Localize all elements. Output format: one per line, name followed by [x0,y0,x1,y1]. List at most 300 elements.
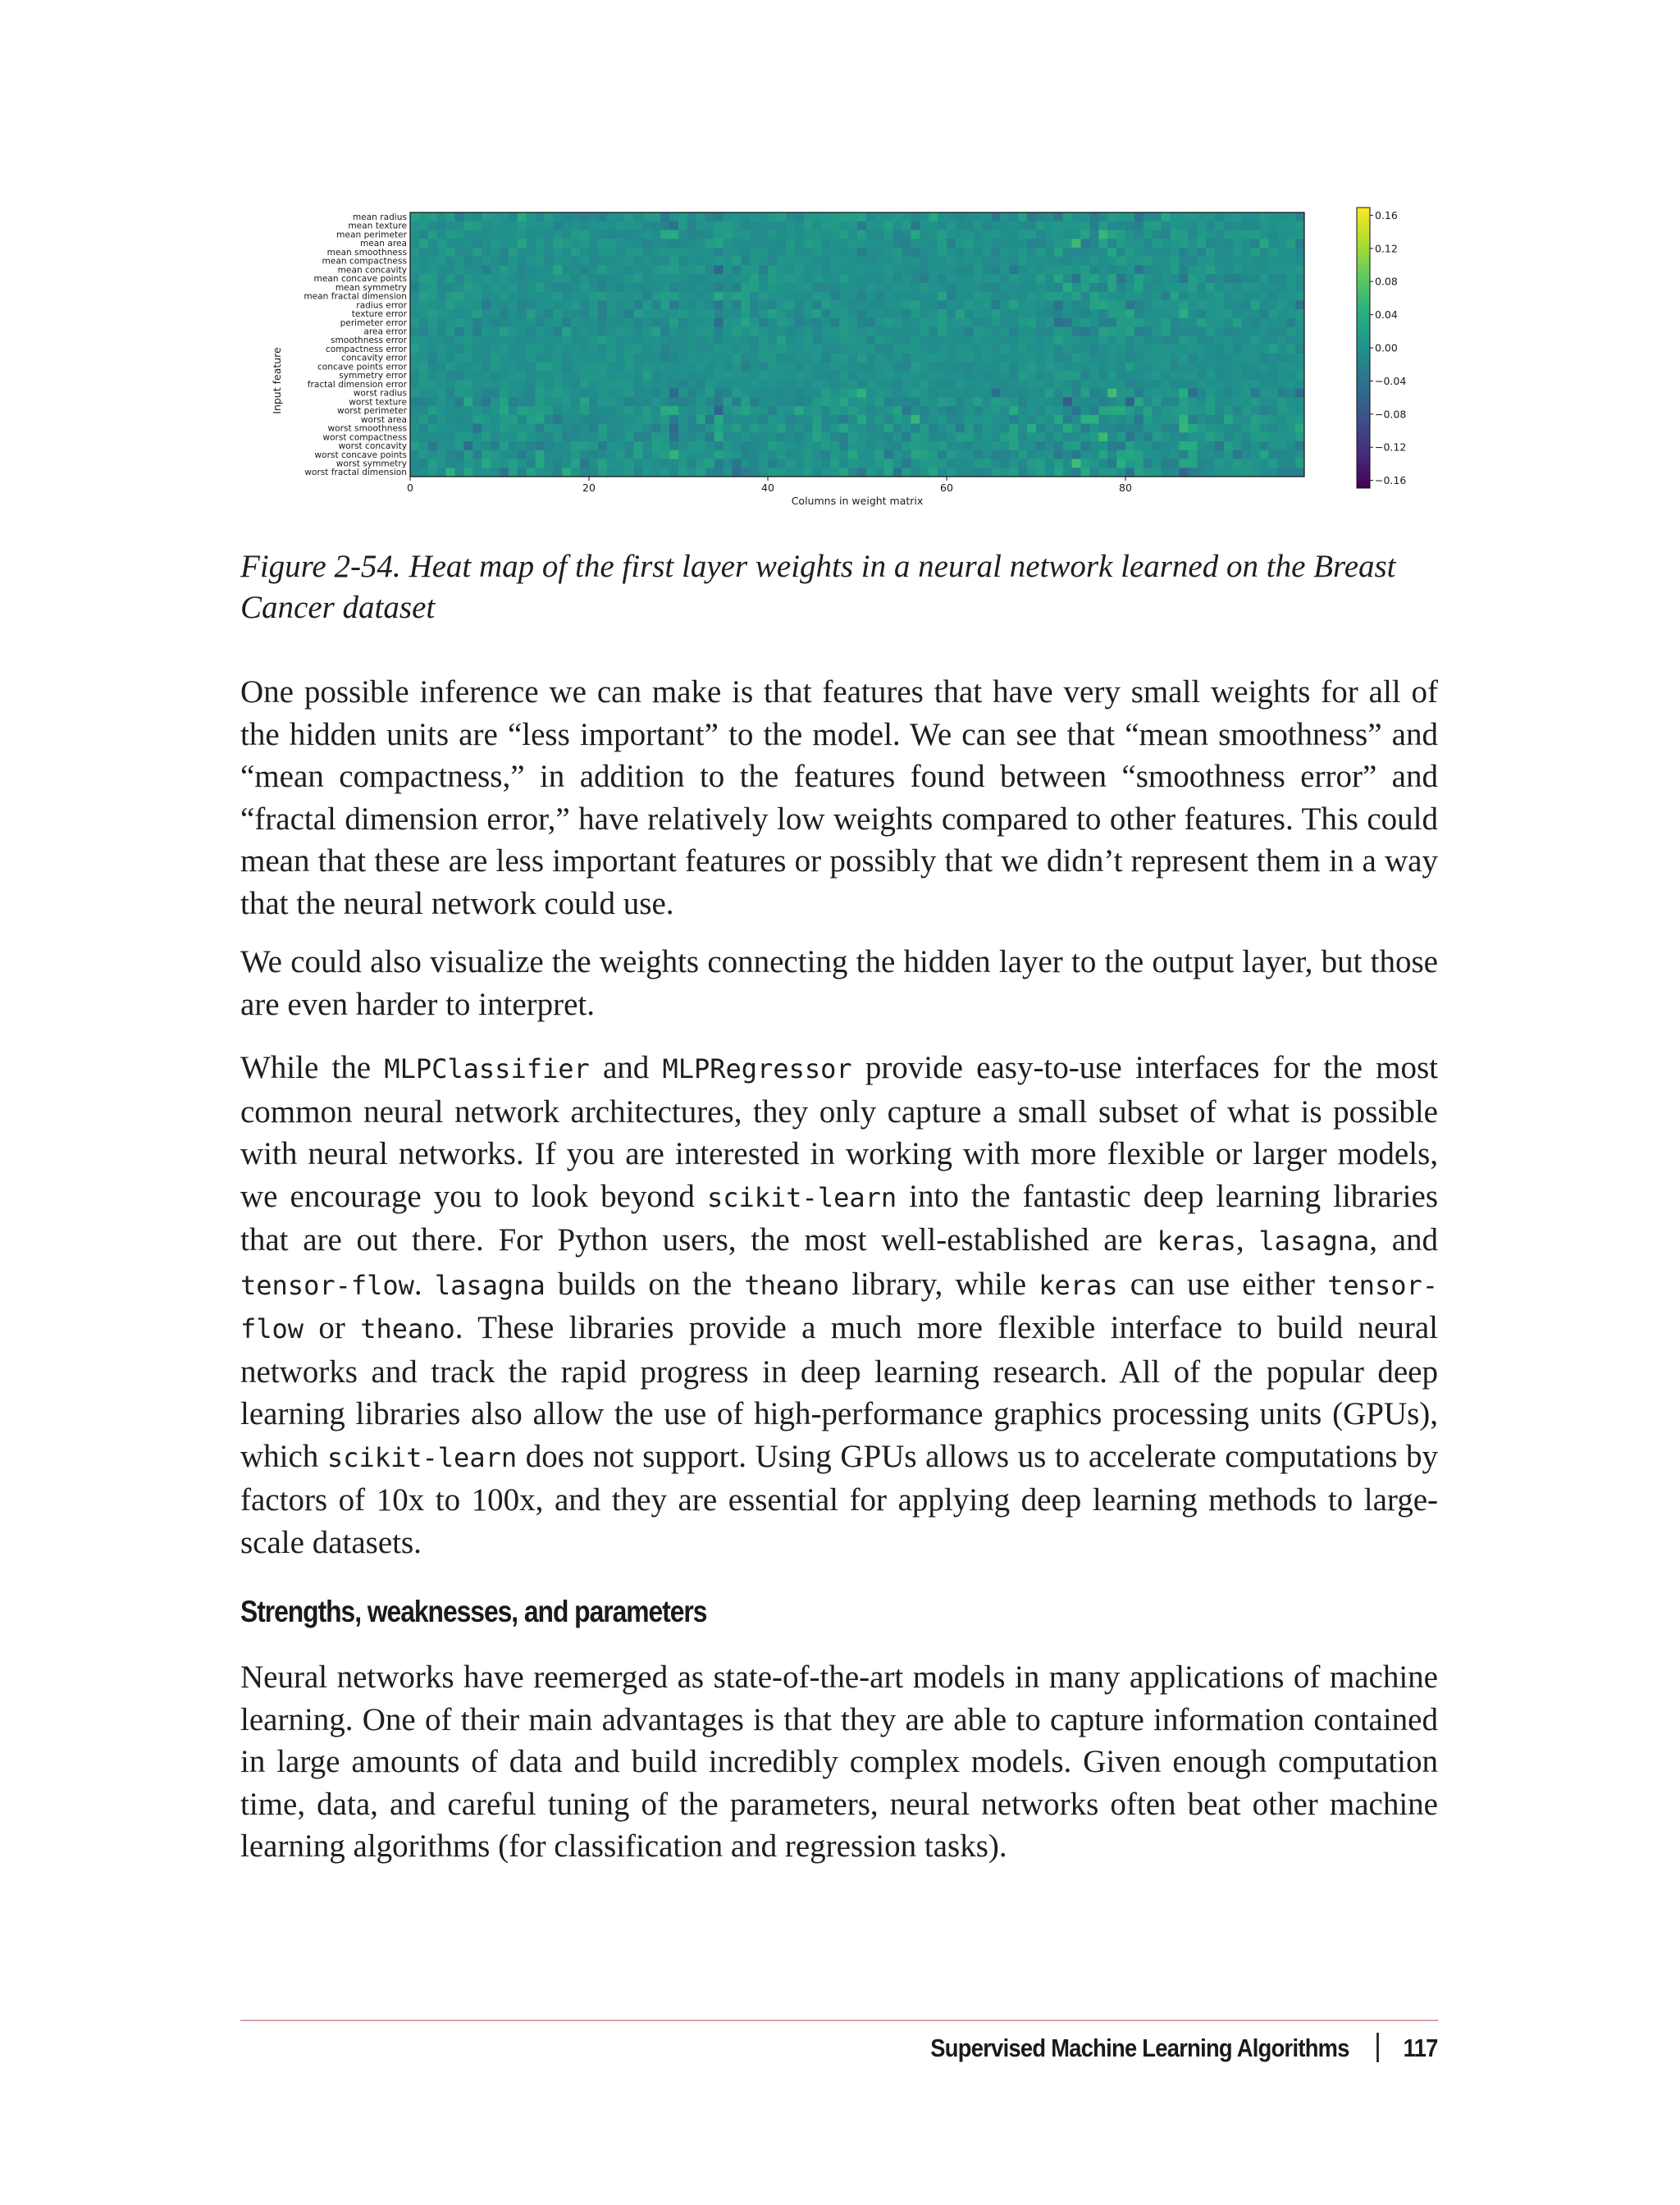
heatmap-cell [1063,450,1072,459]
heatmap-cell [553,221,562,231]
heatmap-cell [696,415,705,424]
heatmap-cell [1125,336,1134,345]
heatmap-cell [1063,389,1072,398]
heatmap-cell [741,248,750,257]
heatmap-cell [625,257,634,266]
heatmap-cell [1054,265,1063,274]
heatmap-cell [437,336,446,345]
heatmap-cell [768,415,777,424]
heatmap-cell [410,362,419,371]
heatmap-cell [1036,265,1045,274]
heatmap-cell [1009,371,1018,380]
heatmap-cell [1018,362,1027,371]
heatmap-cell [1027,371,1036,380]
heatmap-cell [830,239,839,248]
heatmap-cell [1286,230,1295,239]
heatmap-cells [410,212,1304,477]
heatmap-cell [1153,221,1162,231]
heatmap-cell [536,300,545,309]
heatmap-cell [804,362,813,371]
heatmap-cell [714,309,724,318]
heatmap-cell [759,371,768,380]
heatmap-cell [589,380,598,389]
heatmap-cell [1107,221,1116,231]
heatmap-cell [705,459,714,468]
heatmap-cell [786,212,795,221]
heatmap-cell [598,309,607,318]
heatmap-cell [974,274,983,283]
heatmap-cell [857,441,866,450]
heatmap-cell [1224,345,1233,354]
heatmap-cell [455,221,464,231]
heatmap-cell [947,362,956,371]
heatmap-cell [786,354,795,363]
heatmap-cell [1197,274,1206,283]
heatmap-cell [553,274,562,283]
heatmap-cell [509,345,518,354]
heatmap-cell [491,300,500,309]
heatmap-cell [714,336,724,345]
heatmap-cell [1018,257,1027,266]
heatmap-cell [428,415,437,424]
heatmap-cell [1215,239,1224,248]
heatmap-cell [732,327,741,336]
text-run: , [1235,1222,1259,1258]
heatmap-cell [839,354,848,363]
heatmap-cell [777,248,786,257]
heatmap-cell [553,354,562,363]
heatmap-cell [1072,380,1081,389]
heatmap-cell [410,221,419,231]
heatmap-cell [607,248,616,257]
heatmap-cell [1045,441,1054,450]
heatmap-cell [1286,468,1295,477]
heatmap-cell [545,450,554,459]
heatmap-cell [732,248,741,257]
heatmap-cell [839,318,848,327]
heatmap-cell [1036,432,1045,441]
heatmap-cell [669,239,678,248]
heatmap-cell [500,380,509,389]
heatmap-cell [1268,336,1277,345]
heatmap-cell [813,274,822,283]
heatmap-cell [1081,450,1090,459]
heatmap-cell [455,354,464,363]
heatmap-cell [732,221,741,231]
heatmap-cell [651,257,660,266]
heatmap-cell [857,230,866,239]
heatmap-cell [455,389,464,398]
heatmap-cell [1089,239,1098,248]
heatmap-cell [1089,274,1098,283]
heatmap-cell [777,327,786,336]
heatmap-cell [419,239,428,248]
heatmap-cell [857,415,866,424]
heatmap-cell [1162,300,1171,309]
heatmap-cell [759,459,768,468]
heatmap-cell [830,415,839,424]
heatmap-cell [848,354,857,363]
heatmap-cell [669,415,678,424]
heatmap-cell [482,257,491,266]
heatmap-cell [741,257,750,266]
heatmap-cell [992,283,1001,292]
heatmap-cell [911,345,920,354]
heatmap-cell [804,424,813,433]
heatmap-cell [463,380,472,389]
heatmap-cell [482,318,491,327]
heatmap-cell [956,300,965,309]
heatmap-cell [848,274,857,283]
heatmap-cell [678,441,687,450]
heatmap-cell [616,389,625,398]
code-theano: theano [360,1313,455,1344]
heatmap-cell [472,292,482,301]
heatmap-cell [1116,415,1125,424]
heatmap-cell [580,318,589,327]
heatmap-cell [938,292,947,301]
heatmap-cell [839,292,848,301]
heatmap-cell [696,389,705,398]
heatmap-cell [1000,257,1009,266]
heatmap-cell [795,450,804,459]
heatmap-cell [428,459,437,468]
heatmap-cell [732,230,741,239]
heatmap-cell [1027,239,1036,248]
heatmap-cell [974,415,983,424]
heatmap-cell [884,354,893,363]
heatmap-cell [1081,354,1090,363]
heatmap-cell [857,318,866,327]
heatmap-cell [678,221,687,231]
heatmap-cell [500,450,509,459]
heatmap-cell [777,371,786,380]
heatmap-cell [598,230,607,239]
heatmap-cell [1251,327,1260,336]
heatmap-cell [491,230,500,239]
heatmap-cell [1089,459,1098,468]
heatmap-cell [875,468,884,477]
heatmap-cell [571,283,580,292]
heatmap-cell [571,468,580,477]
heatmap-cell [750,362,759,371]
heatmap-cell [884,274,893,283]
heatmap-cell [607,300,616,309]
heatmap-cell [634,292,643,301]
heatmap-cell [1054,318,1063,327]
heatmap-cell [714,459,724,468]
heatmap-cell [616,345,625,354]
heatmap-cell [669,327,678,336]
heatmap-cell [1153,345,1162,354]
heatmap-cell [1045,415,1054,424]
heatmap-cell [1251,424,1260,433]
heatmap-cell [527,415,536,424]
heatmap-cell [741,397,750,406]
heatmap-cell [669,424,678,433]
heatmap-cell [437,257,446,266]
heatmap-cell [1171,336,1180,345]
heatmap-cell [750,406,759,415]
heatmap-cell [527,212,536,221]
heatmap-cell [848,459,857,468]
heatmap-cell [428,336,437,345]
heatmap-cell [1188,318,1197,327]
heatmap-cell [1153,212,1162,221]
heatmap-cell [545,336,554,345]
heatmap-cell [777,221,786,231]
heatmap-cell [500,274,509,283]
colorbar-ticks [1370,209,1406,486]
heatmap-cell [1171,397,1180,406]
heatmap-cell [463,354,472,363]
heatmap-cell [455,345,464,354]
heatmap-cell [965,327,974,336]
heatmap-cell [509,424,518,433]
heatmap-cell [589,309,598,318]
heatmap-cell [1242,450,1251,459]
heatmap-cell [759,362,768,371]
heatmap-cell [1072,468,1081,477]
heatmap-cell [741,380,750,389]
heatmap-cell [642,459,651,468]
heatmap-cell [1018,336,1027,345]
heatmap-cell [419,450,428,459]
heatmap-cell [938,389,947,398]
heatmap-cell [607,424,616,433]
heatmap-cell [795,371,804,380]
heatmap-cell [768,468,777,477]
heatmap-cell [848,441,857,450]
heatmap-cell [777,345,786,354]
x-axis-title: Columns in weight matrix [791,495,924,507]
heatmap-cell [875,248,884,257]
heatmap-cell [804,257,813,266]
heatmap-cell [983,318,992,327]
heatmap-cell [1054,309,1063,318]
heatmap-cell [1286,415,1295,424]
heatmap-cell [651,468,660,477]
heatmap-cell [1036,389,1045,398]
heatmap-cell [687,441,696,450]
heatmap-cell [1000,468,1009,477]
heatmap-cell [1098,327,1107,336]
heatmap-cell [1251,389,1260,398]
heatmap-cell [848,415,857,424]
heatmap-cell [866,274,875,283]
heatmap-cell [741,406,750,415]
heatmap-cell [580,265,589,274]
heatmap-cell [1286,248,1295,257]
heatmap-cell [580,336,589,345]
heatmap-cell [634,230,643,239]
heatmap-cell [463,265,472,274]
heatmap-cell [1018,239,1027,248]
heatmap-cell [1125,248,1134,257]
heatmap-cell [804,300,813,309]
heatmap-cell [929,300,938,309]
heatmap-cell [1197,459,1206,468]
colorbar-tick-label: −0.12 [1375,441,1407,454]
heatmap-cell [732,380,741,389]
heatmap-cell [491,468,500,477]
heatmap-cell [1081,468,1090,477]
heatmap-cell [821,265,830,274]
heatmap-cell [1215,406,1224,415]
heatmap-cell [428,345,437,354]
heatmap-cell [509,468,518,477]
heatmap-cell [1215,397,1224,406]
heatmap-cell [696,441,705,450]
heatmap-cell [893,336,902,345]
heatmap-cell [1251,415,1260,424]
heatmap-cell [518,432,527,441]
heatmap-cell [777,450,786,459]
heatmap-cell [866,248,875,257]
heatmap-cell [956,362,965,371]
heatmap-cell [974,239,983,248]
heatmap-cell [669,230,678,239]
heatmap-cell [419,441,428,450]
heatmap-cell [455,239,464,248]
heatmap-cell [839,450,848,459]
heatmap-cell [795,415,804,424]
heatmap-cell [1144,309,1153,318]
heatmap-cell [1224,441,1233,450]
heatmap-cell [616,230,625,239]
heatmap-cell [965,230,974,239]
heatmap-cell [527,389,536,398]
heatmap-cell [1027,221,1036,231]
heatmap-cell [491,345,500,354]
heatmap-cell [1045,362,1054,371]
heatmap-cell [1009,248,1018,257]
heatmap-cell [884,239,893,248]
heatmap-cell [992,459,1001,468]
heatmap-cell [848,362,857,371]
heatmap-cell [938,230,947,239]
heatmap-cell [1171,212,1180,221]
heatmap-cell [678,300,687,309]
heatmap-cell [956,432,965,441]
heatmap-cell [651,274,660,283]
heatmap-cell [642,354,651,363]
heatmap-cell [598,380,607,389]
heatmap-cell [1098,230,1107,239]
heatmap-cell [1188,432,1197,441]
heatmap-cell [580,221,589,231]
heatmap-cell [1277,424,1286,433]
heatmap-cell [1295,354,1304,363]
heatmap-cell [750,432,759,441]
heatmap-cell [1027,300,1036,309]
heatmap-cell [616,318,625,327]
heatmap-cell [1063,424,1072,433]
heatmap-cell [1045,371,1054,380]
heatmap-cell [1000,292,1009,301]
heatmap-cell [1081,362,1090,371]
heatmap-cell [938,432,947,441]
heatmap-cell [857,221,866,231]
heatmap-cell [1268,221,1277,231]
heatmap-cell [696,274,705,283]
heatmap-cell [589,327,598,336]
heatmap-cell [1224,327,1233,336]
heatmap-cell [536,327,545,336]
heatmap-cell [1215,221,1224,231]
y-tick-label: compactness error [325,344,407,354]
heatmap-cell [929,265,938,274]
heatmap-cell [983,424,992,433]
heatmap-cell [902,274,911,283]
heatmap-cell [1144,354,1153,363]
heatmap-cell [1098,265,1107,274]
heatmap-cell [1098,292,1107,301]
heatmap-cell [463,292,472,301]
heatmap-cell [518,468,527,477]
heatmap-cell [741,415,750,424]
heatmap-cell [741,292,750,301]
heatmap-cell [509,362,518,371]
heatmap-cell [509,257,518,266]
heatmap-cell [1134,292,1144,301]
heatmap-cell [1036,239,1045,248]
heatmap-cell [410,327,419,336]
heatmap-cell [1134,327,1144,336]
heatmap-cell [714,292,724,301]
heatmap-cell [660,380,669,389]
heatmap-cell [1089,389,1098,398]
heatmap-cell [1036,336,1045,345]
heatmap-cell [437,212,446,221]
heatmap-cell [911,354,920,363]
heatmap-cell [651,371,660,380]
heatmap-cell [678,257,687,266]
heatmap-cell [947,415,956,424]
heatmap-cell [616,397,625,406]
heatmap-cell [1197,230,1206,239]
heatmap-cell [1197,292,1206,301]
heatmap-cell [463,441,472,450]
heatmap-cell [491,441,500,450]
heatmap-cell [1144,415,1153,424]
heatmap-cell [634,283,643,292]
heatmap-cell [1144,397,1153,406]
heatmap-cell [1036,397,1045,406]
heatmap-cell [1179,230,1188,239]
heatmap-cell [518,362,527,371]
heatmap-cell [804,345,813,354]
heatmap-cell [1171,406,1180,415]
heatmap-cell [1144,274,1153,283]
heatmap-cell [1215,265,1224,274]
heatmap-cell [660,406,669,415]
heatmap-cell [1036,292,1045,301]
heatmap-cell [589,248,598,257]
heatmap-cell [634,257,643,266]
y-tick-label: worst smoothness [327,423,407,434]
heatmap-cell [804,415,813,424]
heatmap-cell [1116,354,1125,363]
heatmap-cell [893,283,902,292]
heatmap-cell [902,239,911,248]
heatmap-cell [911,309,920,318]
heatmap-cell [455,309,464,318]
heatmap-cell [1000,318,1009,327]
heatmap-cell [866,354,875,363]
heatmap-cell [821,362,830,371]
heatmap-cell [527,327,536,336]
